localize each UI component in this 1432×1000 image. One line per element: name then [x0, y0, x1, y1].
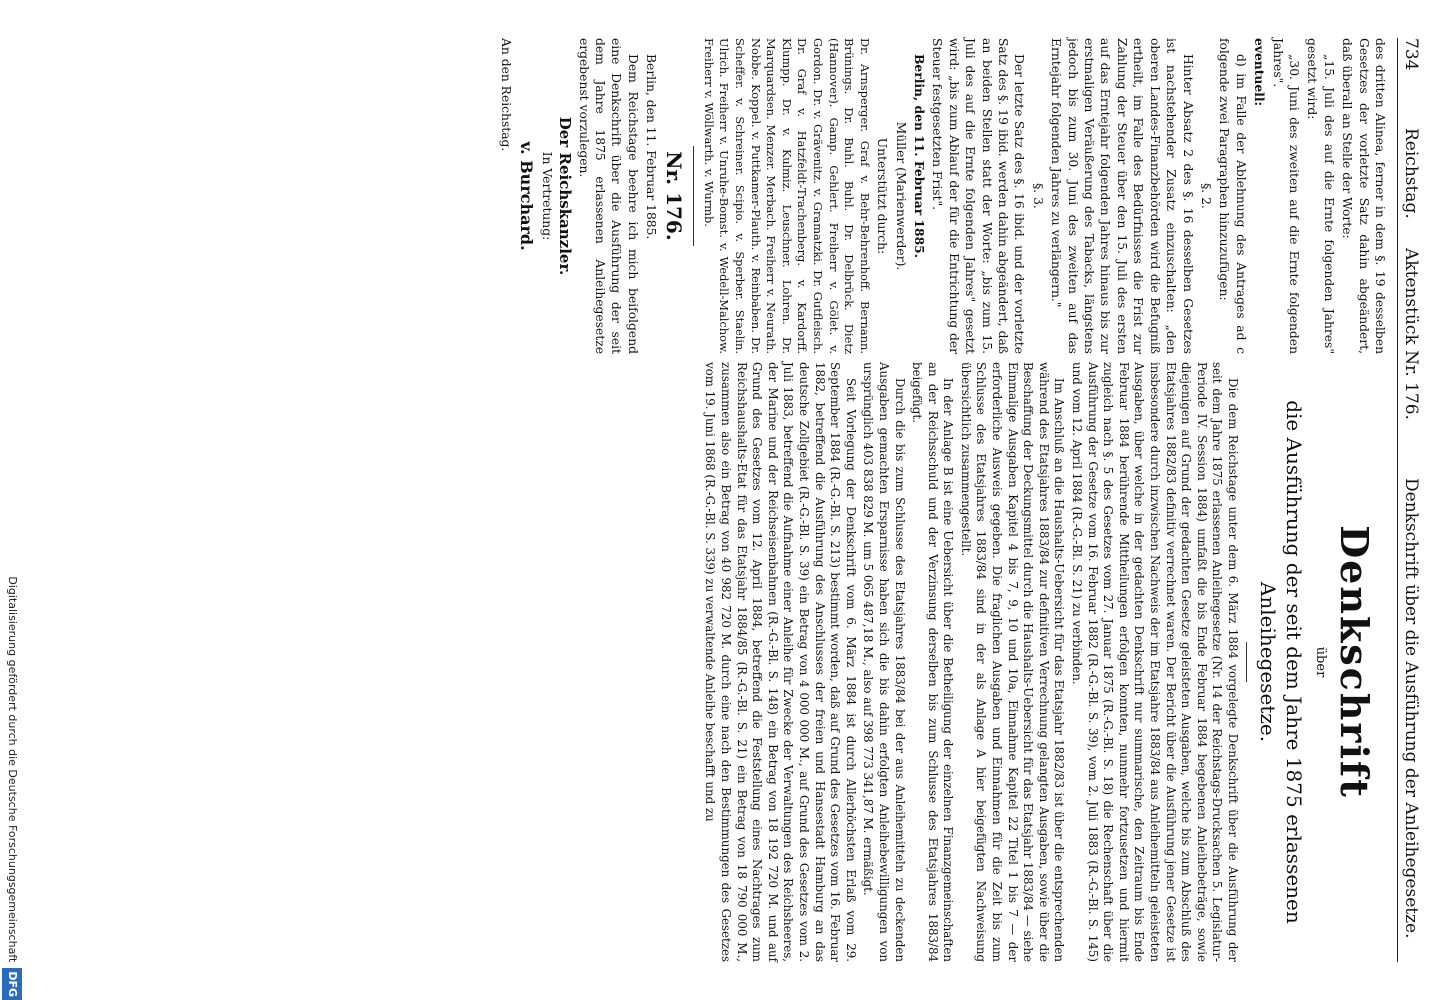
ueber-label: über	[1313, 646, 1328, 678]
running-header	[1397, 38, 1424, 962]
vertretung: In Vertretung:	[539, 151, 554, 241]
supporter-names: Dr. Arnsperger. Graf v. Behr-Behrenhoff. Bernann. Brünings. Dr. Buhl. Buhl. Dr. Delbrück. Dietz (Hannover). Gamp. Gehlert. Freiherr v. Gölet. v. Gordon. Dr. v. Grävenitz. v. Gramatzki. Dr. Gutfleisch. Dr. Graf v. Hatzfeldt-Trachenberg. v. Kardorff. Klumpp. Dr. v. Kulmiz. Leuschner. Lohren. Dr. Marquardsen. Menzer. Merbach. Freiherr v. Neurath. Nobbe. Koppel. v. Puttkamer-Plauth. v. Reinbaben. Dr. Scheffer. v. Schreiner. Scipio. v. Sperber. Staelin. Ulrich. Freiherr v. Unruhe-Bomst. v. Wedell-Malchow. Freiherr v. Wöllwarth. v. Wurmb.	[701, 38, 872, 354]
chancellor-title: Der Reichskanzler.	[556, 116, 575, 276]
divider	[693, 146, 694, 246]
signature: v. Burchard.	[517, 141, 537, 251]
support-label: Unterstützt durch:	[875, 137, 890, 255]
page-number: 734	[1401, 38, 1421, 71]
author: Müller (Marienwerder).	[893, 121, 908, 271]
dfg-credit: Digitalisierung gefördert durch die Deutsche Forschungsgemeinschaft	[6, 576, 19, 963]
memorandum-subtitle: die Ausführung der seit dem Jahre 1875 erlassenen Anleihegesetze.	[1256, 400, 1306, 924]
paragraph: Dem Reichstage beehre ich mich beifolgend eine Denkschrift über die Ausführung der seit dem Jahre 1875 erlassenen Anleihegesetze ergebenst vorzulegen.	[576, 38, 640, 354]
eventuell-label: eventuell:	[1252, 38, 1268, 107]
paragraph: Die dem Reichstage unter dem 6. März 1884 vorgelegte Denkschrift über die Ausführung der seit dem Jahre 1875 erlassenen Anleihegesetze (Nr. 14 der Reichstags-Drucksachen 5. Legislatur-Periode IV. Session 1884) umfaßt die bis Ende Februar 1884 begebenen Anleihebeträge, sowie diejenigen auf Grund der gedachten Gesetze geleisteten Ausgaben, welche bis zum Abschluß des Etatsjahres 1882/83 definitiv verrechnet waren. Der Bericht über die Ausführung jener Gesetze ist insbesondere durch inzwischen Nachweis der im Etatsjahre 1883/84 aus Anleihemitteln geleisteten Ausgaben, über welche in der gedachten Denkschrift nur summarische, den Zeitraum bis Ende Februar 1884 berührende Mittheilungen erfolgen konnten, nunmehr fortzusetzen und hiermit zugleich nach §. 5 des Gesetzes vom 27. Januar 1875 (R.-G.-Bl. S. 18) die Rechenschaft über die Ausführung der Gesetze vom 16. Februar 1882 (R.-G.-Bl. S. 39), vom 2. Juli 1883 (R.-G.-Bl. S. 145) und vom 12. April 1884 (R.-G.-Bl. S. 21) zu verbinden.	[1070, 362, 1240, 962]
digitization-footer	[2, 0, 22, 1000]
divider	[1246, 642, 1247, 682]
header-aktenstueck: Aktenstück Nr. 176.	[1401, 248, 1421, 420]
quote: „15. Juli des auf die Ernte folgenden Jahres" gesetzt wird:	[1305, 38, 1336, 354]
quote: „30. Juni des zweiten auf die Ernte folgenden Jahres".	[1270, 38, 1301, 354]
paragraph: Seit Vorlegung der Denkschrift vom 6. März 1884 ist durch Allerhöchsten Erlaß vom 29. September 1884 (R.-G.-Bl. S. 213) bestimmt worden, daß auf Grund des Gesetzes vom 16. Februar 1882, betreffend die Ausführung des Anschlusses der freien und Hansestadt Hamburg an das deutsche Zollgebiet (R.-G.-Bl. S. 39) ein Betrag von 4 000 000 M., auf Grund des Gesetzes vom 2. Juli 1883, betreffend die Aufnahme einer Anleihe für Zwecke der Verwaltungen des Reichsheeres, der Marine und der Reichseisenbahnen (R.-G.-Bl. S. 148) ein Betrag von 18 192 720 M. und auf Grund des Gesetzes vom 12. April 1884, betreffend die Feststellung eines Nachtrages zum Reichshaushalts-Etat für das Etatsjahr 1884/85 (R.-G.-Bl. S. 21) ein Betrag von 18 790 000 M., zusammen also ein Betrag von 40 982 720 M. durch eine nach den Bestimmungen des Gesetzes vom 19. Juni 1868 (R.-G.-Bl. S. 339) zu verwaltende Anleihe beschafft und zu	[703, 362, 858, 962]
paragraph: In der Anlage B ist eine Uebersicht über die Betheiligung der einzelnen Finanzgemeinschaften an der Reichsschuld und der Verzinsung derselben bis zum Schlusse des Etatsjahres 1883/84 beigefügt.	[910, 362, 956, 962]
document-number: Nr. 176.	[662, 151, 687, 241]
section-heading: §. 3.	[1030, 183, 1045, 209]
paragraph: Durch die bis zum Schlusse des Etatsjahres 1883/84 bei der aus Anleihemitteln zu deckenden Ausgaben gemachten Ersparnisse haben sich die bis dahin erfolgten Anleihebewilligungen von ursprünglich 403 838 829 M. um 5 065 487,18 M., also auf 398 773 341,87 M. ermäßigt.	[861, 362, 907, 962]
paragraph: Hinter Absatz 2 des §. 16 desselben Gesetzes ist nachstehender Zusatz einzuschalten: „den oberen Landes-Finanzbehörden wird die Befugniß ertheilt, im Falle des Bedürfnisses die Frist zur Zahlung der Steuer über den 15. Juli des ersten auf das Erntejahr folgenden Jahres hinaus bis zur erstmaligen Veräußerung des Tabacks, längstens jedoch bis zum 30. Juni des zweiten auf das Erntejahr folgenden Jahres zu verlängern."	[1049, 38, 1195, 354]
date-line: Berlin, den 11. Februar 1885.	[644, 54, 659, 240]
header-reichstag: Reichstag.	[1401, 128, 1421, 219]
paragraph: d) im Falle der Ablehnung des Antrages ad c folgende zwei Paragraphen hinzuzufügen:	[1217, 38, 1248, 354]
dfg-logo: DFG	[2, 968, 22, 1000]
section-heading: §. 2.	[1198, 183, 1213, 209]
addressee: An den Reichstag.	[499, 38, 514, 152]
date-line: Berlin, den 11. Februar 1885.	[912, 54, 928, 258]
memorandum-title: Denkschrift	[1332, 525, 1377, 799]
header-title: Denkschrift über die Ausführung der Anleihegesetze.	[1401, 478, 1421, 939]
paragraph: Der letzte Satz des §. 16 ibid. und der vorletzte Satz des §. 19 ibid. werden dahin abgeändert, daß an beiden Stellen statt der Worte: „bis zum 15. Juli des auf die Ernte folgenden Jahres" gesetzt wird: „bis zum Ablauf der für die Entrichtung der Steuer festgesetzten Frist".	[930, 38, 1027, 354]
left-column	[496, 38, 1388, 354]
paragraph: Im Anschluß an die Haushalts-Uebersicht für das Etatsjahr 1882/83 ist über die entsprechenden während des Etatsjahres 1883/84 zur definitiven Verrechnung gelangten Ausgaben, sowie über die Beschaffung der Deckungsmittel durch die Haushalts-Uebersicht für das Etatsjahr 1883/84 — siehe Einmalige Ausgaben Kapitel 4 bis 7, 9, 10 und 10a, Einnahme Kapitel 22 Titel 1 bis 7 — der erforderliche Ausweis gegeben. Die fraglichen Ausgaben und Einnahmen für die Zeit bis zum Schlusse des Etatsjahres 1883/84 sind in der als Anlage A hier beigefügten Nachweisung übersichtlich zusammengestellt.	[958, 362, 1067, 962]
paragraph: des dritten Alinea, ferner in dem §. 19 desselben Gesetzes der vorletzte Satz dahin abgeändert, daß überall an Stelle der Worte:	[1340, 38, 1387, 354]
